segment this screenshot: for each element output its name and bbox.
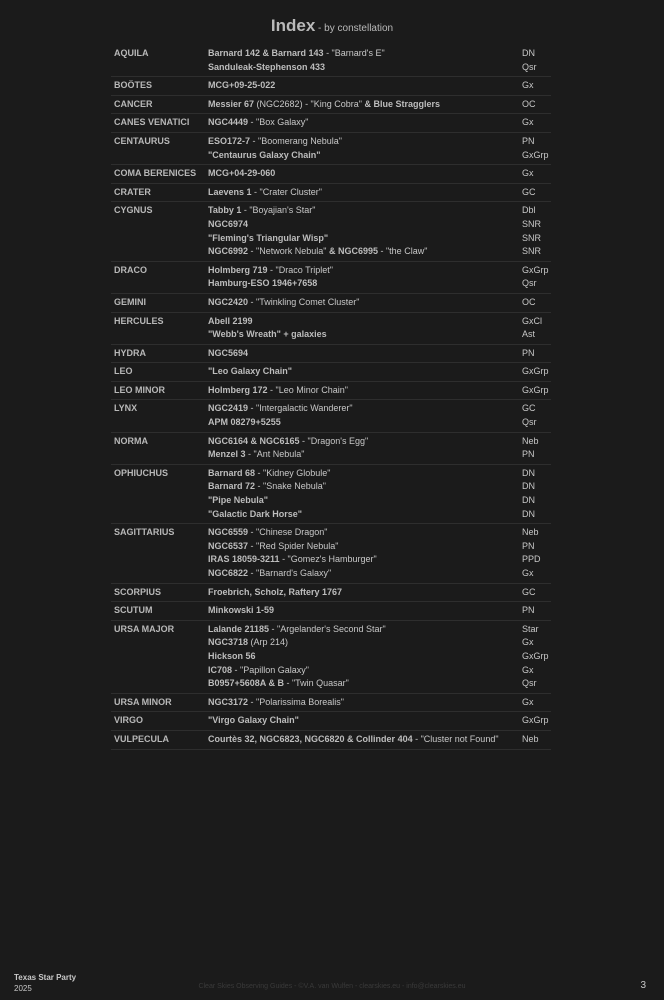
object-description xyxy=(208,448,522,462)
object-name: "Pipe Nebula" xyxy=(208,495,269,506)
object-entry xyxy=(208,347,551,361)
constellation-group xyxy=(111,363,551,382)
constellation-name: GEMINI xyxy=(114,296,147,307)
object-name: Courtès 32, NGC6823, NGC6820 & Collinder 404 xyxy=(208,733,413,744)
constellation-group xyxy=(111,694,551,713)
object-description xyxy=(208,135,522,149)
constellation-group xyxy=(111,731,551,750)
object-note: - "Box Galaxy" xyxy=(248,117,309,128)
object-note: - "Red Spider Nebula" xyxy=(248,540,339,551)
object-entry xyxy=(208,677,551,691)
object-description xyxy=(208,696,522,710)
object-entry xyxy=(208,47,551,61)
object-name: B0957+5608A & B xyxy=(208,678,284,689)
object-description xyxy=(208,277,522,291)
constellation-group xyxy=(111,114,551,133)
object-description xyxy=(208,636,522,650)
object-entry xyxy=(208,623,551,637)
constellation-group xyxy=(111,602,551,621)
constellation-group xyxy=(111,400,551,432)
object-list xyxy=(208,135,551,162)
object-name: NGC6164 & NGC6165 xyxy=(208,435,300,446)
object-description xyxy=(208,567,522,581)
object-note: - "Barnard's Galaxy" xyxy=(248,568,332,578)
object-entry xyxy=(208,232,551,246)
object-entry xyxy=(208,264,551,278)
object-entry xyxy=(208,245,551,259)
object-entry xyxy=(208,79,551,93)
object-description xyxy=(208,714,522,728)
object-type: PN xyxy=(522,449,535,460)
object-entry xyxy=(208,604,551,618)
object-description xyxy=(208,347,522,361)
object-name: NGC6992 xyxy=(208,246,249,257)
object-name: Hickson 56 xyxy=(208,650,256,661)
object-entry xyxy=(208,526,551,540)
object-entry xyxy=(208,480,551,494)
object-entry xyxy=(208,402,551,416)
object-note: - "Boomerang Nebula" xyxy=(250,135,342,146)
object-list xyxy=(208,623,551,691)
constellation-name: LEO MINOR xyxy=(114,384,165,395)
object-entry xyxy=(208,135,551,149)
object-description xyxy=(208,186,522,200)
object-description xyxy=(208,586,522,600)
object-type: GC xyxy=(522,586,536,597)
object-entry xyxy=(208,416,551,430)
object-list xyxy=(208,467,551,521)
object-note: - "Dragon's Egg" xyxy=(299,435,369,446)
object-type: GxCl xyxy=(522,315,542,326)
object-entry xyxy=(208,636,551,650)
object-note: - "Network Nebula" xyxy=(248,246,329,257)
object-type: Gx xyxy=(522,80,534,91)
object-type: OC xyxy=(522,296,536,307)
object-name: Barnard 142 & Barnard 143 xyxy=(208,48,324,58)
object-type: GC xyxy=(522,403,536,414)
object-description xyxy=(208,494,522,508)
object-description xyxy=(208,264,522,278)
object-description xyxy=(208,232,522,246)
constellation-group xyxy=(111,524,551,583)
object-description xyxy=(208,47,522,61)
object-type: SNR xyxy=(522,232,542,243)
object-note: (Arp 214) xyxy=(248,637,289,648)
object-type: Neb xyxy=(522,527,539,538)
object-name: Menzel 3 xyxy=(208,449,246,460)
constellation-name: CANCER xyxy=(114,98,153,109)
object-name: "Fleming's Triangular Wisp" xyxy=(208,232,329,243)
constellation-group xyxy=(111,45,551,77)
constellation-name: OPHIUCHUS xyxy=(114,467,169,478)
constellation-name: NORMA xyxy=(114,435,148,446)
object-entry xyxy=(208,167,551,181)
object-name: Holmberg 719 xyxy=(208,264,268,275)
constellation-name: SCORPIUS xyxy=(114,586,162,597)
page-title-main: Index xyxy=(270,16,316,35)
object-type: DN xyxy=(522,508,535,519)
constellation-name: CYGNUS xyxy=(114,205,153,216)
object-type: Gx xyxy=(522,168,534,179)
object-type: Dbl xyxy=(522,205,536,216)
object-type: GC xyxy=(522,186,536,197)
object-description xyxy=(208,116,522,130)
object-type: PN xyxy=(522,540,535,551)
object-list xyxy=(208,315,551,342)
object-description xyxy=(208,149,522,163)
object-description xyxy=(208,677,522,691)
object-note: - "Argelander's Second Star" xyxy=(269,623,386,634)
object-entry xyxy=(208,435,551,449)
object-entry xyxy=(208,567,551,581)
object-entry xyxy=(208,733,551,747)
constellation-group xyxy=(111,262,551,294)
object-name: NGC5694 xyxy=(208,347,249,358)
object-entry xyxy=(208,664,551,678)
object-name: Lalande 21185 xyxy=(208,623,270,634)
object-type: Neb xyxy=(522,435,539,446)
constellation-group xyxy=(111,712,551,731)
footer-year: 2025 xyxy=(14,984,32,993)
object-name: & Blue Stragglers xyxy=(364,98,441,109)
object-description xyxy=(208,480,522,494)
constellation-group xyxy=(111,96,551,115)
constellation-group xyxy=(111,433,551,465)
object-list xyxy=(208,167,551,181)
constellation-name: SCUTUM xyxy=(114,605,153,616)
object-type: GxGrp xyxy=(522,366,549,377)
object-name: "Webb's Wreath" + galaxies xyxy=(208,329,327,340)
object-entry xyxy=(208,328,551,342)
object-type: GxGrp xyxy=(522,149,549,160)
object-name: NGC2419 xyxy=(208,403,249,414)
object-description xyxy=(208,467,522,481)
object-description xyxy=(208,98,522,112)
constellation-group xyxy=(111,621,551,694)
object-type: Qsr xyxy=(522,61,537,72)
constellation-group xyxy=(111,133,551,165)
object-entry xyxy=(208,650,551,664)
object-name: MCG+04-29-060 xyxy=(208,168,276,179)
object-type: Gx xyxy=(522,117,534,128)
object-type: OC xyxy=(522,98,536,109)
object-note: - "Twinkling Comet Cluster" xyxy=(248,296,360,307)
object-entry xyxy=(208,384,551,398)
object-name: Messier 67 xyxy=(208,98,255,109)
object-entry xyxy=(208,553,551,567)
object-list xyxy=(208,79,551,93)
object-list xyxy=(208,604,551,618)
object-note: - "the Claw" xyxy=(377,246,428,257)
object-note: - "Intergalactic Wanderer" xyxy=(248,403,353,414)
object-entry xyxy=(208,494,551,508)
object-entry xyxy=(208,315,551,329)
object-note: - "Gomez's Hamburger" xyxy=(279,554,377,565)
object-entry xyxy=(208,467,551,481)
constellation-name: VULPECULA xyxy=(114,733,170,744)
object-entry xyxy=(208,586,551,600)
object-type: Gx xyxy=(522,696,534,707)
object-type: DN xyxy=(522,48,535,58)
object-name: Froebrich, Scholz, Raftery 1767 xyxy=(208,586,343,597)
constellation-name: AQUILA xyxy=(114,48,149,58)
constellation-group xyxy=(111,165,551,184)
object-list xyxy=(208,186,551,200)
object-type: PN xyxy=(522,605,535,616)
object-name: "Leo Galaxy Chain" xyxy=(208,366,293,377)
object-note: - "Crater Cluster" xyxy=(251,186,322,197)
constellation-group xyxy=(111,584,551,603)
object-entry xyxy=(208,714,551,728)
object-list xyxy=(208,47,551,74)
object-name: NGC3172 xyxy=(208,696,249,707)
object-description xyxy=(208,508,522,522)
object-description xyxy=(208,416,522,430)
object-type: Ast xyxy=(522,329,536,340)
object-name: IRAS 18059-3211 xyxy=(208,554,280,565)
object-entry xyxy=(208,61,551,75)
object-description xyxy=(208,733,522,747)
object-note: - "Cluster not Found" xyxy=(412,733,499,744)
object-type: GxGrp xyxy=(522,650,549,661)
object-list xyxy=(208,714,551,728)
constellation-name: URSA MINOR xyxy=(114,696,172,707)
object-list xyxy=(208,402,551,429)
object-note: - "Polarissima Borealis" xyxy=(248,696,344,707)
object-list xyxy=(208,384,551,398)
object-name: IC708 xyxy=(208,664,233,675)
page-title-subtitle: - by constellation xyxy=(315,23,394,34)
object-entry xyxy=(208,296,551,310)
constellation-name: SAGITTARIUS xyxy=(114,527,175,538)
object-description xyxy=(208,435,522,449)
object-list xyxy=(208,435,551,462)
object-entry xyxy=(208,540,551,554)
object-description xyxy=(208,79,522,93)
object-description xyxy=(208,204,522,218)
object-type: SNR xyxy=(522,218,542,229)
object-note: - "Boyajian's Star" xyxy=(241,205,316,216)
object-type: GxGrp xyxy=(522,384,549,395)
object-list xyxy=(208,296,551,310)
object-name: Tabby 1 xyxy=(208,205,242,216)
object-type: DN xyxy=(522,467,535,478)
object-type: GxGrp xyxy=(522,264,549,275)
object-name: Sanduleak-Stephenson 433 xyxy=(208,61,326,72)
object-note: - "Papillon Galaxy" xyxy=(232,664,309,675)
object-description xyxy=(208,402,522,416)
constellation-group xyxy=(111,202,551,261)
object-note: - "Snake Nebula" xyxy=(255,481,326,492)
object-type: Gx xyxy=(522,664,534,675)
object-description xyxy=(208,604,522,618)
object-name: NGC3718 xyxy=(208,637,249,648)
object-note: - "Twin Quasar" xyxy=(283,678,349,689)
object-description xyxy=(208,328,522,342)
object-name: NGC6537 xyxy=(208,540,249,551)
object-list xyxy=(208,204,551,258)
object-list xyxy=(208,347,551,361)
object-note: - "Leo Minor Chain" xyxy=(267,384,348,395)
object-note: - "Draco Triplet" xyxy=(267,264,333,275)
object-name: NGC2420 xyxy=(208,296,249,307)
constellation-name: COMA BERENICES xyxy=(114,168,197,179)
object-list xyxy=(208,365,551,379)
constellation-group xyxy=(111,294,551,313)
constellation-group xyxy=(111,382,551,401)
page-title xyxy=(0,16,664,36)
object-entry xyxy=(208,277,551,291)
constellation-group xyxy=(111,77,551,96)
constellation-name: HYDRA xyxy=(114,347,147,358)
object-entry xyxy=(208,204,551,218)
object-name: NGC6559 xyxy=(208,527,249,538)
object-description xyxy=(208,365,522,379)
object-description xyxy=(208,553,522,567)
object-entry xyxy=(208,98,551,112)
object-description xyxy=(208,296,522,310)
constellation-name: LEO xyxy=(114,366,133,377)
constellation-name: LYNX xyxy=(114,403,138,414)
object-note: - "Chinese Dragon" xyxy=(248,527,328,538)
object-list xyxy=(208,696,551,710)
object-type: Qsr xyxy=(522,278,537,289)
constellation-name: HERCULES xyxy=(114,315,164,326)
object-description xyxy=(208,664,522,678)
footer-credit: Clear Skies Observing Guides - ©V.A. van Wulfen - clearskies.eu - info@clearskies.eu xyxy=(198,983,466,990)
object-type: SNR xyxy=(522,246,542,257)
object-name: NGC6974 xyxy=(208,218,249,229)
object-list xyxy=(208,733,551,747)
object-type: Qsr xyxy=(522,678,537,689)
constellation-name: CRATER xyxy=(114,186,151,197)
object-list xyxy=(208,98,551,112)
object-name: Laevens 1 xyxy=(208,186,252,197)
object-description xyxy=(208,623,522,637)
object-entry xyxy=(208,508,551,522)
object-type: Star xyxy=(522,623,539,634)
object-type: PN xyxy=(522,347,535,358)
object-description xyxy=(208,526,522,540)
object-description xyxy=(208,650,522,664)
object-name: APM 08279+5255 xyxy=(208,417,281,428)
object-type: DN xyxy=(522,481,535,492)
constellation-name: DRACO xyxy=(114,264,147,275)
constellation-name: BOÖTES xyxy=(114,80,153,91)
constellation-name: CENTAURUS xyxy=(114,135,170,146)
constellation-group xyxy=(111,313,551,345)
object-type: Neb xyxy=(522,733,539,744)
object-list xyxy=(208,116,551,130)
object-name: "Galactic Dark Horse" xyxy=(208,508,303,519)
object-description xyxy=(208,61,522,75)
constellation-index xyxy=(111,45,551,750)
object-name: MCG+09-25-022 xyxy=(208,80,276,91)
object-note: (NGC2682) - "King Cobra" xyxy=(254,98,365,109)
object-entry xyxy=(208,116,551,130)
page-number: 3 xyxy=(640,980,646,991)
object-name: Barnard 68 xyxy=(208,467,256,478)
constellation-group xyxy=(111,184,551,203)
object-description xyxy=(208,384,522,398)
object-type: Gx xyxy=(522,568,534,578)
constellation-name: URSA MAJOR xyxy=(114,623,175,634)
constellation-name: VIRGO xyxy=(114,715,144,726)
footer-org: Texas Star Party xyxy=(14,973,77,982)
object-note: - "Ant Nebula" xyxy=(245,449,305,460)
object-name: "Centaurus Galaxy Chain" xyxy=(208,149,321,160)
object-type: GxGrp xyxy=(522,715,549,726)
object-type: PN xyxy=(522,135,535,146)
object-name: ESO172-7 xyxy=(208,135,251,146)
object-name: Hamburg-ESO 1946+7658 xyxy=(208,278,318,289)
object-name: Holmberg 172 xyxy=(208,384,268,395)
object-name: NGC6822 xyxy=(208,568,249,578)
constellation-group xyxy=(111,465,551,524)
object-type: Qsr xyxy=(522,417,537,428)
object-name: Abell 2199 xyxy=(208,315,253,326)
object-entry xyxy=(208,448,551,462)
object-list xyxy=(208,586,551,600)
object-description xyxy=(208,245,522,259)
object-entry xyxy=(208,149,551,163)
constellation-group xyxy=(111,345,551,364)
object-name: Minkowski 1-59 xyxy=(208,605,275,616)
object-description xyxy=(208,218,522,232)
object-entry xyxy=(208,696,551,710)
object-list xyxy=(208,264,551,291)
object-description xyxy=(208,540,522,554)
object-name: & NGC6995 xyxy=(328,246,378,257)
constellation-name: CANES VENATICI xyxy=(114,117,190,128)
object-type: PPD xyxy=(522,554,541,565)
object-entry xyxy=(208,365,551,379)
object-name: "Virgo Galaxy Chain" xyxy=(208,715,299,726)
object-note: - "Kidney Globule" xyxy=(255,467,331,478)
object-entry xyxy=(208,218,551,232)
object-type: DN xyxy=(522,495,535,506)
object-description xyxy=(208,315,522,329)
object-name: NGC4449 xyxy=(208,117,249,128)
object-type: Gx xyxy=(522,637,534,648)
object-description xyxy=(208,167,522,181)
object-list xyxy=(208,526,551,580)
object-name: Barnard 72 xyxy=(208,481,256,492)
object-entry xyxy=(208,186,551,200)
object-note: - "Barnard's E" xyxy=(323,48,385,58)
